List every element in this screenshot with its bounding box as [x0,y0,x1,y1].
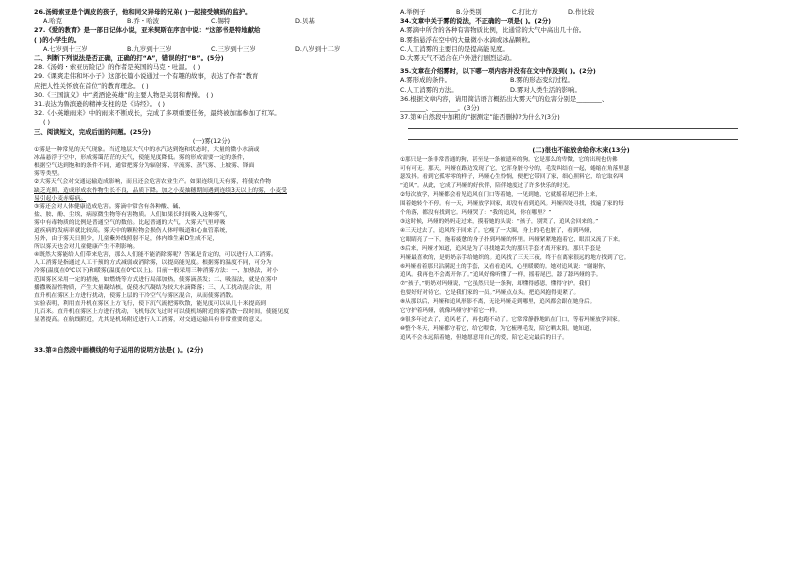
para3-line: 另外，由于雾天日照少，儿童紫外线照射不足，体内维生素D生成不足， [34,236,219,243]
passage2-line: 可有可无。那天，玛娅在路边发现了它，它浑身脏兮兮的，毛发纠结在一起，蜷缩在角落里瑟 [400,165,630,172]
q27-stem-2: ( )的小学生的。 [34,35,81,44]
passage2-line: “追风”。从此，它成了玛娅的好伙伴，陪伴她度过了许多快乐的时光。 [400,183,574,190]
q36-line-2[interactable]: ________、________。(3分) [400,104,480,113]
para2-underlined-line: 易引起小麦赤霉病。 [34,195,87,202]
q26-option-d[interactable]: D.贝基 [295,17,315,26]
para1-line: 雾等类型。 [34,171,63,178]
passage2-line: 追风不会永远陪着她，但她愿意用自己的爱，陪它走完最后的日子。 [400,334,568,341]
q31: 31.表达为鲁滨逊的精神支柱的是《诗经》。 ( ) [34,100,166,109]
q37-answer-line[interactable] [408,139,738,140]
passage2-line: ⑧从那以后，玛娅和追风形影不离，无论玛娅走到哪里，追风都会跟在她身后。 [400,299,596,306]
passage2-line: ⑦“孩子，”奶奶对玛娅说，“它虽然只是一条狗，却懂得感恩，懂得守护。我们 [400,281,590,288]
para4-line: 范围雾区采用一定的措施，如燃烧等方式进行局部加热，使雾滴蒸发；二、吸湿法，就是在雾中 [34,276,278,283]
para4-line: 人工消雾是指通过人工干预的方式减弱或消除雾，以提高能见度。根据雾的温度不同，可分为 [34,260,272,267]
q35-stem: 35.文章在介绍雾时，以下哪一项内容并没有在文中作及到( )。(2分) [400,67,596,76]
q27-option-a[interactable]: A.七岁到十三岁 [43,44,88,53]
left-column [34,8,389,355]
para3-line: ③雾还会对人体健康造成危害。雾滴中常含有各种酸、碱、 [34,203,185,210]
passage2-line: ④三天过去了，追风终于回来了。它瘦了一大圈，身上的毛也脏了，看到玛娅， [400,227,596,234]
passage2-line: ⑩整个冬天，玛娅都守着它，给它喂食，为它梳理毛发，陪它晒太阳。她知道， [400,325,596,332]
para3-line: 雾中有毒物质的比例是普通空气的数倍。比起普通的大气，大雾天气里呼吸 [34,219,226,226]
para2-underlined-line: 缺乏光照，造成形成农作物生长不良，品质下降。加之小麦抽穗期间遇到连续3天以上的雾，小麦受 [34,187,287,194]
para1-line: 冰晶悬浮于空中，形成雾霭茫茫的天气，使能见度降低。雾的形成需要一定的条件， [34,155,249,162]
q33-option-c[interactable]: C.打比方 [512,8,538,16]
para2-line: ②大雾天气会对交通运输造成影响，而且还会危害农业生产。如果连续几天有雾，将使农作物 [34,179,272,186]
q36-line-1: 36.根据文章内容，请用简洁语言概括出大雾天气的危害分别是________、 [400,94,609,103]
passage-1-title: (一)雾(12分) [192,136,231,145]
q26-stem: 26.汤姆索亚是个调皮的孩子，他和同父异母的兄弟( )一起接受姨妈的监护。 [34,8,252,16]
q27-options [34,45,389,54]
q33-option-a[interactable]: A.举例子 [400,8,426,16]
para3-line: 所以雾天也会对儿童健康产生不利影响。 [34,244,139,251]
q35-options-row-1 [400,76,762,85]
para4-line: 显著提高。在航线附近，尤其是机场附近进行人工消雾，对交通运输具有非常重要的意义。 [34,317,266,324]
q33-option-d[interactable]: D.作比较 [568,8,595,16]
para3-line: 盐、胺、酚、尘埃、病原微生物等有害物质。人们如果长时间吸入这种雾气， [34,211,232,218]
passage2-line: 围着她转个不停。有一天，玛娅放学回家，却没有看到追风。玛娅四处寻找，找遍了家的每 [400,201,624,208]
q34-stem: 34.文章中关于雾的说法，不正确的一项是( )。(2分) [400,17,552,26]
q30: 30.《三国演义》中“煮酒论英雄”的主要人物是关羽和曹操。 ( ) [34,90,214,99]
q35-option-a[interactable]: A.雾形成的条件。 [400,76,452,85]
passage2-line: 个角落，都没有找到它。玛娅哭了：“我的追风，你在哪里？” [400,210,552,217]
q32: 32.《小英雄雨来》中的雨来不断成长，完成了多项重要任务，最终被加塞参加了红军。 [34,109,281,118]
right-column [400,8,762,343]
section-3-title: 三、阅读短文，完成后面的问题。(25分) [34,127,151,136]
q26-option-c[interactable]: C.锡特 [211,17,231,26]
passage2-line: 也要好好对待它，它是我们家的一员。”玛娅点点头，把追风抱得更紧了。 [400,290,580,297]
para4-line: ④既然大雾能给人们带来危害，那么人们能不能消除雾呢？答案是肯定的，可以进行人工消雾。 [34,252,277,259]
passage2-line: ②每次放学，玛娅都会看见追风在门口等着她，一见到她，它就摇着尾巴扑上来， [400,192,601,199]
passage2-line: ①那只是一条非常普通的狗，甚至是一条被遗弃的狗。它是那么的卑微，它的出现也仿佛 [400,156,618,163]
passage2-line: 它守护着玛娅，就像玛娅守护着它一样。 [400,308,501,315]
q33-stem: 33.第②自然段中画横线的句子运用的说明方法是( )。(2分) [34,346,204,355]
q37-answer-line[interactable] [408,128,738,129]
q34-option-b[interactable]: B.雾指悬浮在空中的大量微小水滴或冰晶颗粒。 [400,35,535,44]
q27-option-d[interactable]: D.八岁到十二岁 [295,44,341,53]
q35-option-d[interactable]: D.雾对人类生活的影响。 [510,85,581,94]
passage2-line: 玛娅最喜欢的，是奶奶亲手给她织的。追风找了三天三夜，终于在离家很远的地方找到了它。 [400,254,630,261]
q29-line-1: 29.《课爽走伟和坏小子》这部长篇小说通过一个有趣的故事，表达了作者“教育 [34,72,259,81]
q34-option-a[interactable]: A.雾滴中所含的各种有害物质比例，比通常的大气中高出几十倍。 [400,26,586,35]
para4-line: 冷雾(温度在0℃以下)和暖雾(温度在0℃以上)。目前一般采用三种消雾方法：一、加热法，对小 [34,268,278,275]
q28: 28.《汤姆・索亚历险记》的作者是英国的马克・吐温。 ( ) [34,63,201,72]
passage2-line: ⑨很多年过去了，追风老了，再也跑不动了。它常常静静地趴在门口，等着玛娅放学回家。 [400,316,624,323]
para4-line: 实验表明，利用直升机在雾区上方飞行，使下沉气流把雾吹散，能见度可以从几十米提高到 [34,300,266,307]
q34-option-d[interactable]: D.大雾天气不适合在户外进行剧烈运动。 [400,54,516,63]
para1-line: 根据空气达到饱和的条件不同，通常把雾分为辐射雾、平流雾、蒸气雾、上坡雾、锋面 [34,163,255,170]
q26-option-b[interactable]: B.乔・哈波 [127,17,159,26]
q26-option-a[interactable]: A.哈克 [43,17,63,26]
q27-option-c[interactable]: C.三岁到十三岁 [211,44,256,53]
q27-option-b[interactable]: B.九岁到十三岁 [127,44,172,53]
q34-option-c[interactable]: C.人工消雾的主要目的是提高能见度。 [400,44,509,53]
passage2-line: 瑟发抖。看到它孤零零的样子，玛娅心生怜悯，便把它带回了家，细心照料它，给它取名叫 [400,174,624,181]
passage2-line: ③这时候，玛娅的妈妈走过来，摸着她的头说：“孩子，别哭了，追风会回来的。” [400,218,599,225]
q26-options [34,17,389,26]
para4-line: 播撒吸湿性物质，产生大量凝结核，促使水汽凝结为较大水滴降落；三、人工扰动混合法，用 [34,284,272,291]
q27-stem: 27.《爱的教育》是一部日记体小说，亚米契斯在序言中说：“这部书是特地献给 [34,26,261,35]
para4-line: 几百米。直升机在雾区上方进行扰动，飞机每次飞过时可以使机场附近的雾消散一段时间，使能见度 [34,308,290,315]
q29-line-2: 应把人性关怀放在首位”的教育理念。 ( ) [34,81,149,90]
passage2-line: ⑥玛娅看着那只沾满泥土的手套，又看看追风，心里暖暖的。她对追风说：“谢谢你， [400,263,610,270]
passage2-line: 它眼睛亮了一下，拖着疲惫的身子扑到玛娅的怀里。玛娅紧紧地抱着它，眼泪又流了下来。 [400,236,624,243]
para1-line: ①雾是一种常见的天气现象。当近地层大气中的水汽达到饱和状态时，大量的微小水滴或 [34,147,260,154]
q33-option-b[interactable]: B.分类别 [456,8,482,16]
para4-line: 直升机在雾区上方进行扰动，使雾上层的干冷空气与雾区混合，从而使雾消散。 [34,292,237,299]
q32-line-2: ( ) [43,118,51,127]
passage2-line: ⑤后来，玛娅才知道，追风是为了寻找她丢失的那只手套才离开家的。那只手套是 [400,245,601,252]
q37-stem: 37.第④自然段中加粗的“据测定”能否删掉?为什么?(3分) [400,113,560,122]
q33-options [400,8,762,17]
q35-option-b[interactable]: B.雾的形态变幻过程。 [510,76,574,85]
passage-2-title: (二)很也不能放舍给你木来(13分) [532,146,630,155]
para3-line: 道疾病的发病率就比较高。雾天中的颗粒物会损伤人体呼吸道和心血管系统， [34,227,232,234]
q35-options-row-2 [400,86,762,95]
passage2-line: 追风。我再也不会离开你了。”追风好像听懂了一样，摇着尾巴，舔了舔玛娅的手。 [400,272,602,279]
q35-option-c[interactable]: C.人工消雾的方法。 [400,85,458,94]
section-2-title: 二、判断下列说法是否正确，正确的打“A”，错误的打“B”。(5分) [34,54,224,63]
